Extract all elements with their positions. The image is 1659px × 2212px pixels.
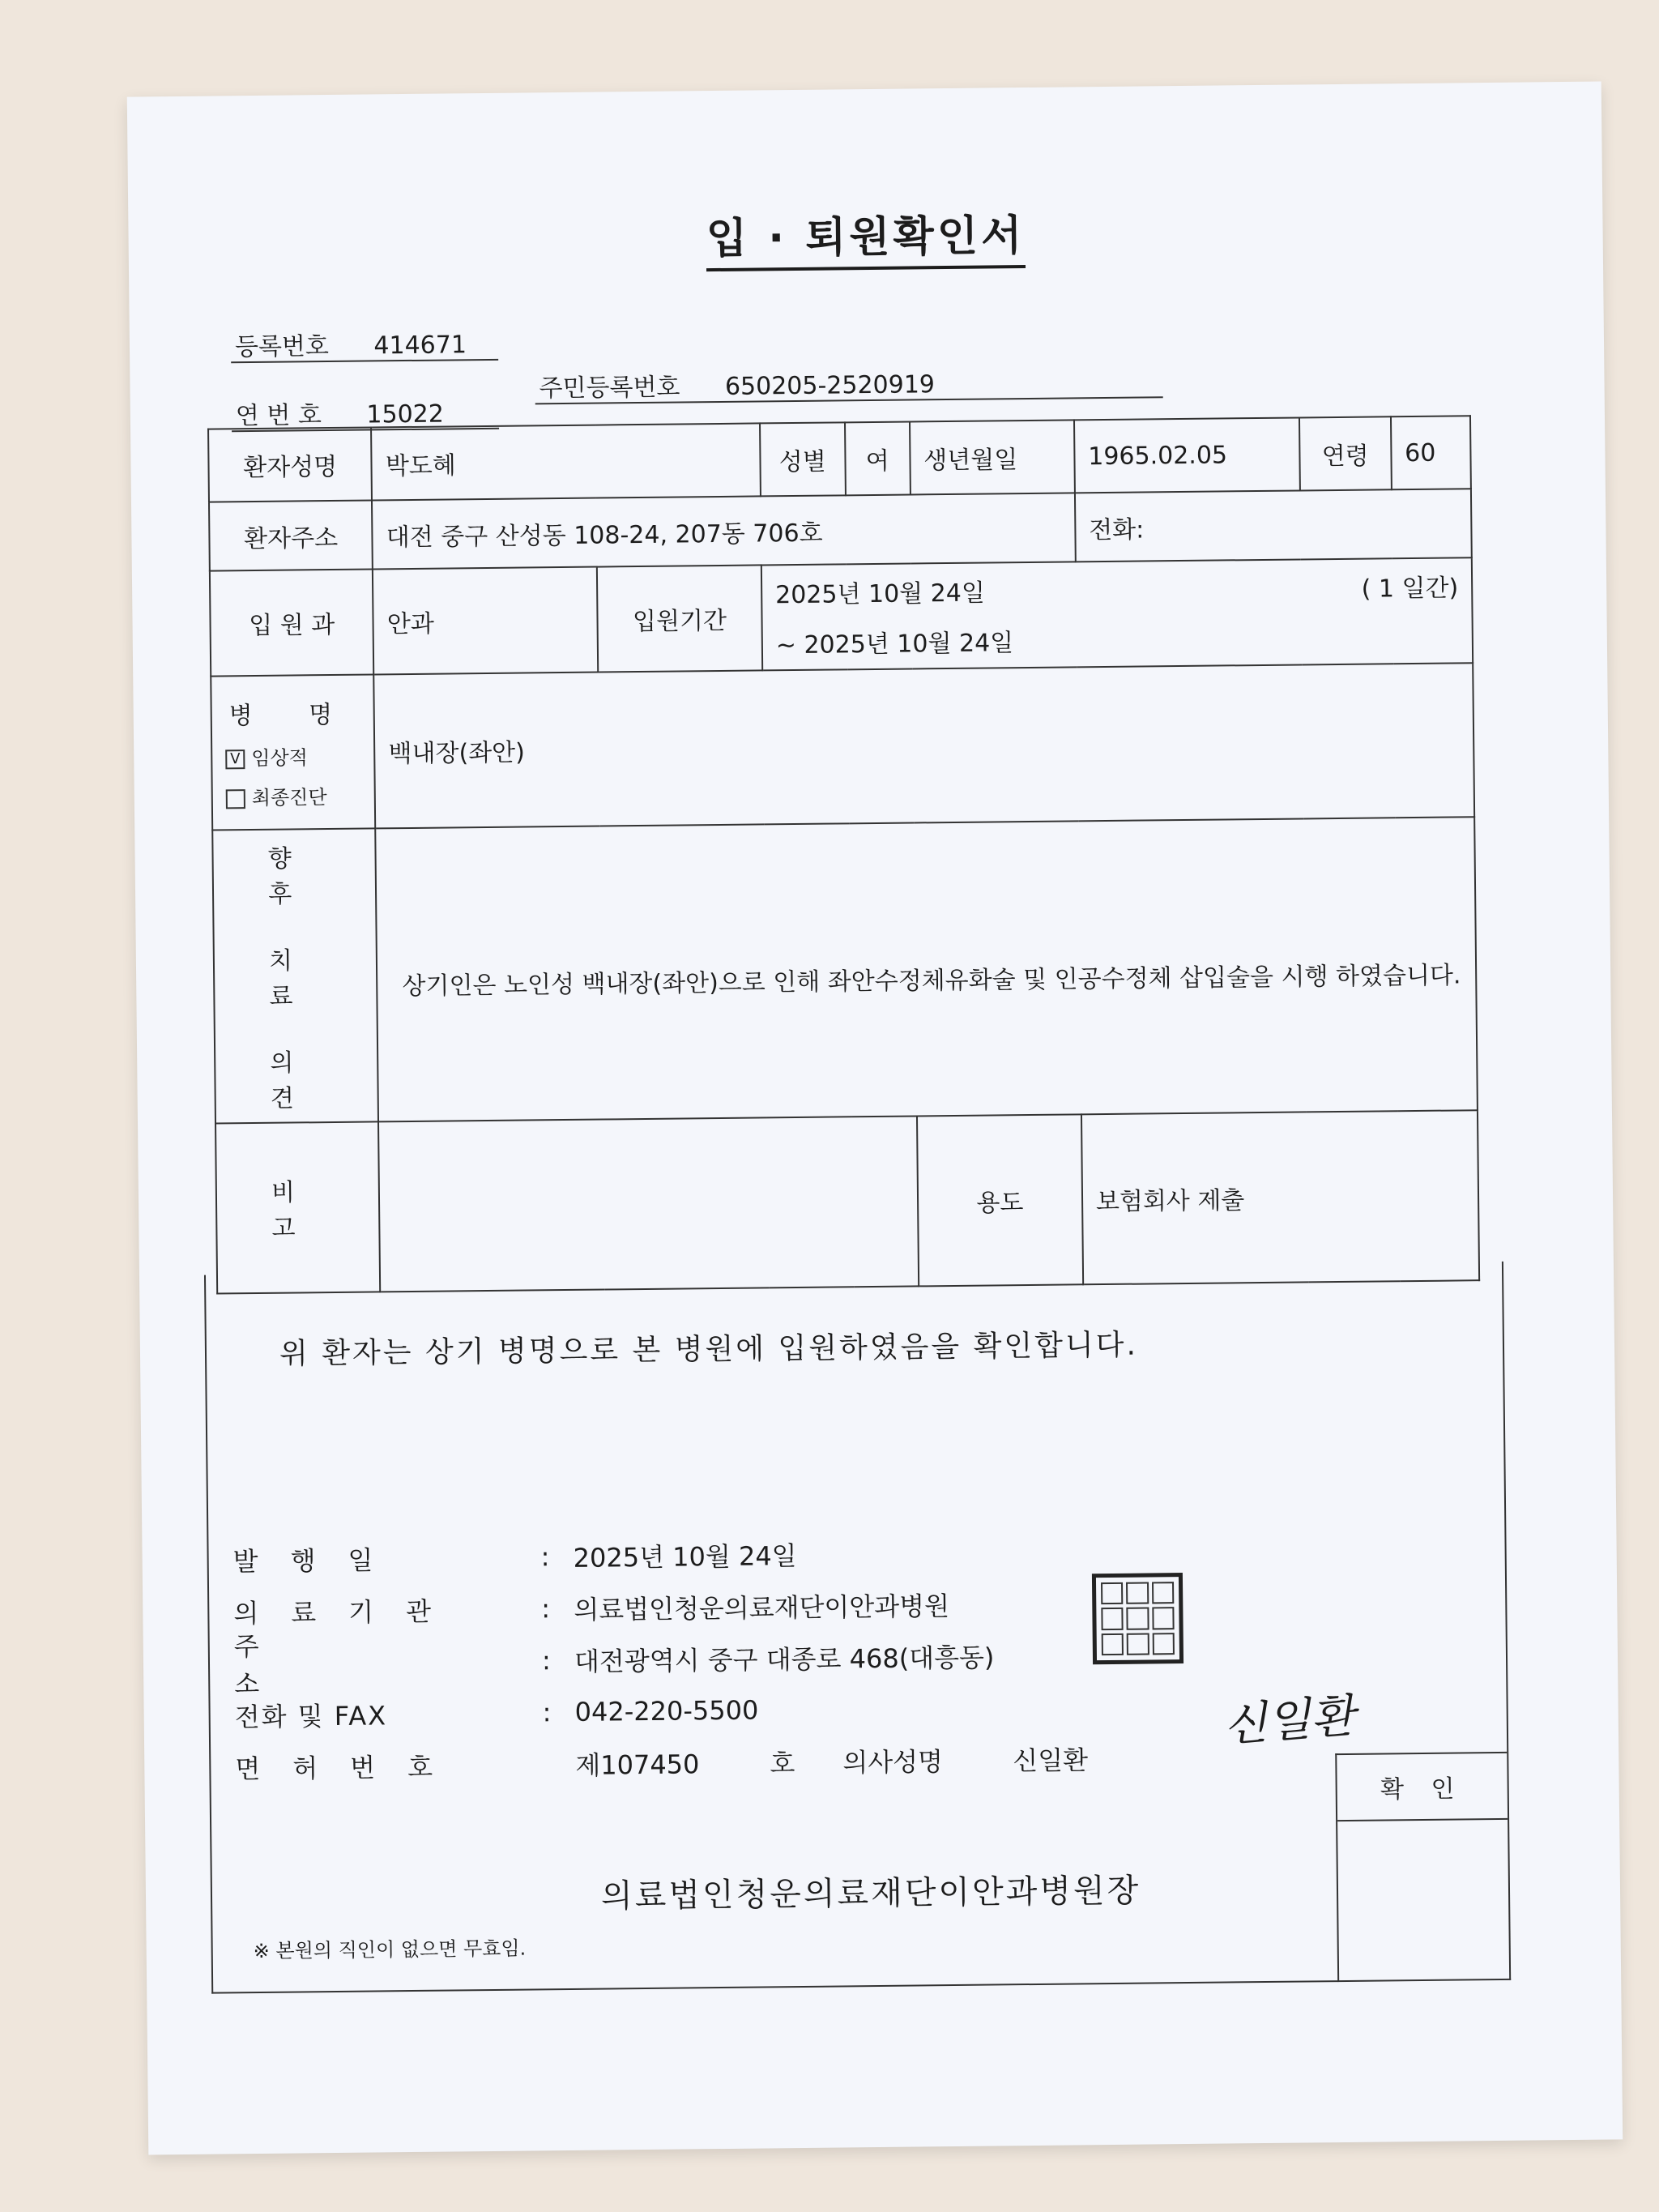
certificate-page xyxy=(127,82,1623,2155)
resident-row xyxy=(539,364,935,404)
institution-row: 의료기관 : 의료법인청운의료재단이안과병원 xyxy=(233,1577,1086,1638)
confirmation-statement: 위 환자는 상기 병명으로 본 병원에 입원하였음을 확인합니다. xyxy=(279,1328,1139,1371)
serial-label: 연 번 호 xyxy=(235,401,322,431)
confirm-stamp-box xyxy=(1335,1752,1509,1982)
institution-label: 의료기관 xyxy=(233,1595,464,1629)
opinion-label-2: 치 료 xyxy=(268,946,322,1011)
phone-label: 전화: xyxy=(1075,489,1472,562)
license-suffix: 호 xyxy=(770,1748,795,1779)
issue-date-label: 발행일 xyxy=(232,1544,406,1578)
age-label: 연령 xyxy=(1299,416,1392,490)
birth-label: 생년월일 xyxy=(910,420,1075,494)
opinion-label-cell xyxy=(212,828,378,1123)
admission-period xyxy=(761,557,1473,670)
license-number: 제107450 xyxy=(575,1749,700,1781)
treatment-opinion: 상기인은 노인성 백내장(좌안)으로 인해 좌안수정체유화술 및 인공수정체 삽입술을 시행 하였습니다. xyxy=(376,817,1478,1121)
phone-fax: 042-220-5500 xyxy=(574,1694,759,1727)
opinion-label-3: 의 견 xyxy=(270,1048,324,1113)
registration-number: 414671 xyxy=(373,331,467,361)
final-checkbox xyxy=(226,789,245,809)
diagnosis-label: 병 명 xyxy=(228,700,357,731)
inst-address-label: 주소 xyxy=(233,1629,422,1700)
confirmation-section xyxy=(204,1262,1511,1994)
department-value: 안과 xyxy=(373,567,598,675)
age-value: 60 xyxy=(1391,416,1471,489)
period-label: 입원기간 xyxy=(597,565,762,672)
clinical-diagnosis-check: V 임상적 xyxy=(225,741,361,771)
doctor-signature: 신일환 xyxy=(1221,1689,1357,1753)
inst-address-row: 주소 : 대전광역시 중구 대종로 468(대흥동) xyxy=(234,1629,1087,1689)
validity-footnote: ※ 본원의 직인이 없으면 무효임. xyxy=(253,1937,527,1963)
issuer-info xyxy=(232,1525,1088,1793)
address-label: 환자주소 xyxy=(209,500,373,570)
issue-date: 2025년 10월 24일 xyxy=(573,1540,797,1574)
sex-value: 여 xyxy=(845,422,911,496)
phone-fax-row: 전화 및 FAX : 042-220-5500 xyxy=(234,1694,759,1733)
resident-number: 650205-2520919 xyxy=(724,370,936,401)
usage-value: 보험회사 제출 xyxy=(1081,1110,1479,1284)
patient-name: 박도혜 xyxy=(371,423,761,500)
inst-address: 대전광역시 중구 대종로 468(대흥동) xyxy=(574,1642,995,1677)
final-diagnosis-check: 최종진단 xyxy=(226,781,362,811)
birth-value: 1965.02.05 xyxy=(1074,417,1300,493)
confirm-box-label: 확 인 xyxy=(1337,1753,1508,1821)
period-days: ( 1 일간) xyxy=(1361,574,1459,604)
doctor-name: 신일환 xyxy=(1013,1744,1089,1777)
department-label: 입 원 과 xyxy=(210,569,374,676)
period-from: 2025년 10월 24일 xyxy=(774,579,986,610)
diagnosis-value: 백내장(좌안) xyxy=(374,663,1475,828)
institution-name: 의료법인청운의료재단이안과병원 xyxy=(574,1591,950,1625)
document-title: 입 · 퇴원확인서 xyxy=(128,195,1603,271)
hospital-seal-icon xyxy=(1092,1573,1183,1664)
remarks-label: 비 고 xyxy=(215,1121,381,1293)
license-label: 면허번호 xyxy=(235,1751,466,1785)
patient-info-table xyxy=(207,415,1480,1294)
issue-date-row: 발행일 : 2025년 10월 24일 xyxy=(232,1525,1085,1586)
serial-number: 15022 xyxy=(366,399,445,429)
resident-label: 주민등록번호 xyxy=(539,373,680,404)
opinion-label-1: 향 후 xyxy=(267,844,322,909)
remarks-value xyxy=(378,1116,919,1292)
phone-fax-label: 전화 및 FAX xyxy=(234,1700,388,1733)
license-row xyxy=(235,1732,1088,1793)
hospital-director: 의료법인청운의료재단이안과병원장 xyxy=(600,1872,1141,1915)
registration-row xyxy=(235,324,467,362)
patient-name-label: 환자성명 xyxy=(208,427,372,502)
registration-label: 등록번호 xyxy=(234,332,330,362)
sex-label: 성별 xyxy=(760,422,846,496)
diagnosis-cell xyxy=(211,674,375,830)
patient-address: 대전 중구 산성동 108-24, 207동 706호 xyxy=(372,493,1075,569)
clinical-checkbox: V xyxy=(225,749,245,769)
doctor-label: 의사성명 xyxy=(842,1746,944,1779)
usage-label: 용도 xyxy=(917,1114,1083,1286)
period-to: ~ 2025년 10월 24일 xyxy=(775,629,1014,660)
